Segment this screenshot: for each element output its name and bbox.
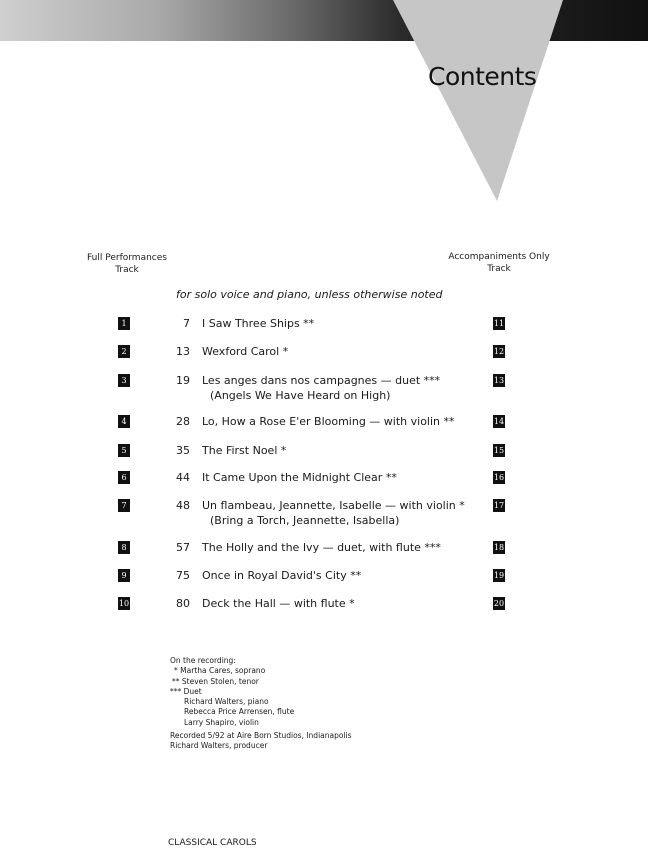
header-line: Full Performances	[87, 253, 167, 263]
page-number: 35	[176, 444, 190, 457]
title-line: The Holly and the Ivy — duet, with flute ***	[202, 541, 441, 554]
accompaniment-track-box: 18	[493, 543, 505, 552]
accompaniment-track-box: 11	[493, 319, 505, 328]
title-line: Lo, How a Rose E'er Blooming — with violin **	[202, 415, 455, 428]
song-title	[202, 414, 455, 429]
song-title	[202, 316, 314, 331]
page-number: 48	[176, 499, 190, 512]
triangle-decoration	[0, 0, 648, 210]
title-line: Les anges dans nos campagnes — duet ***	[202, 374, 441, 387]
song-title	[202, 470, 397, 485]
note-line: Larry Shapiro, violin	[184, 717, 259, 727]
header-line: Track	[487, 264, 511, 274]
accompaniment-track-box: 12	[493, 347, 505, 356]
title-line: Deck the Hall — with flute *	[202, 597, 355, 610]
page-number: 28	[176, 415, 190, 428]
title-subtitle: (Bring a Torch, Jeannette, Isabella)	[210, 514, 400, 527]
track-number-box: 3	[118, 374, 130, 387]
page-number: 80	[176, 597, 190, 610]
recorded-line: Recorded 5/92 at Aire Born Studios, Indianapolis	[170, 731, 352, 741]
header-line: Track	[115, 265, 139, 275]
song-title	[202, 344, 288, 359]
title-subtitle: (Angels We Have Heard on High)	[210, 389, 391, 402]
page-number: 13	[176, 345, 190, 358]
song-title	[202, 443, 286, 458]
track-number-box: 7	[118, 499, 130, 512]
notes-heading: On the recording:	[170, 656, 236, 665]
page-number: 19	[176, 374, 190, 387]
note-line: Rebecca Price Arrensen, flute	[184, 707, 295, 717]
title-line: Un flambeau, Jeannette, Isabelle — with violin *	[202, 499, 465, 512]
track-number-box: 8	[118, 541, 130, 554]
song-title	[202, 568, 361, 583]
song-title	[202, 373, 440, 403]
accompaniment-track-box: 19	[493, 571, 505, 580]
page-number: 57	[176, 541, 190, 554]
recording-notes	[170, 656, 352, 752]
note-line: Richard Walters, piano	[184, 697, 269, 707]
track-number-box: 10	[118, 599, 130, 608]
producer-line: Richard Walters, producer	[170, 741, 268, 751]
title-line: Once in Royal David's City **	[202, 569, 362, 582]
page-title: Contents	[428, 62, 537, 91]
track-number-box: 4	[118, 415, 130, 428]
accompaniment-track-box: 15	[493, 446, 505, 455]
accompaniment-track-box: 17	[493, 501, 505, 510]
track-number-box: 9	[118, 569, 130, 582]
full-performances-header	[82, 252, 172, 276]
song-title	[202, 596, 355, 611]
title-line: It Came Upon the Midnight Clear **	[202, 471, 397, 484]
subtitle: for solo voice and piano, unless otherwise noted	[176, 288, 443, 301]
footer-book-title: CLASSICAL CAROLS	[168, 838, 257, 848]
accompaniment-track-box: 16	[493, 473, 505, 482]
title-line: Wexford Carol *	[202, 345, 289, 358]
track-number-box: 2	[118, 345, 130, 358]
note-line: * Martha Cares, soprano	[174, 666, 266, 676]
title-line: The First Noel *	[202, 444, 287, 457]
accompaniment-track-box: 20	[493, 599, 505, 608]
title-line: I Saw Three Ships **	[202, 317, 315, 330]
track-number-box: 6	[118, 471, 130, 484]
track-number-box: 1	[118, 317, 130, 330]
accompaniments-header	[444, 251, 554, 275]
song-title	[202, 540, 441, 555]
page-number: 44	[176, 471, 190, 484]
song-title	[202, 498, 465, 528]
accompaniment-track-box: 13	[493, 376, 505, 385]
page-number: 75	[176, 569, 190, 582]
accompaniment-track-box: 14	[493, 417, 505, 426]
header-line: Accompaniments Only	[448, 252, 550, 262]
note-line: *** Duet	[170, 686, 202, 696]
track-number-box: 5	[118, 444, 130, 457]
page-number: 7	[183, 317, 190, 330]
note-line: ** Steven Stolen, tenor	[172, 676, 259, 686]
